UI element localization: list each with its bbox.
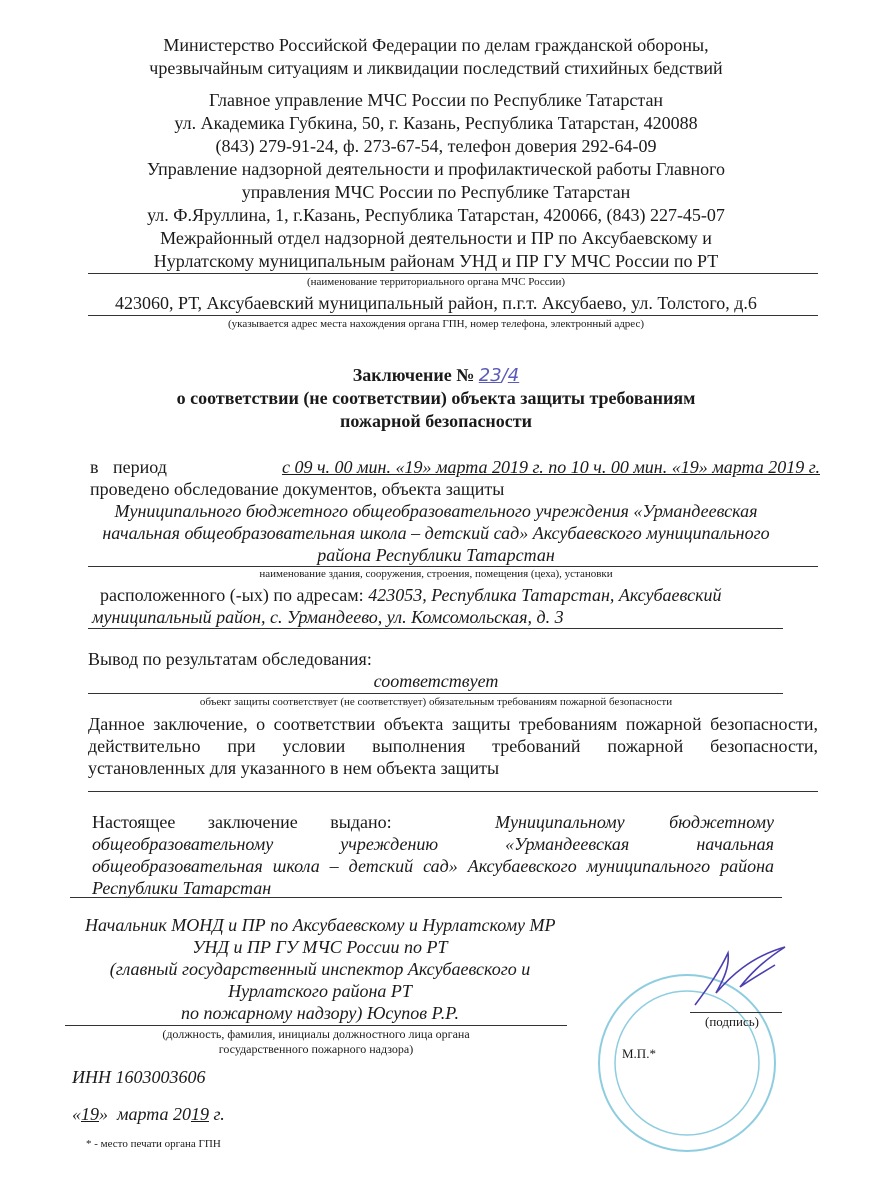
header-line: Нурлатскому муниципальным районам УНД и ПР ГУ МЧС России по РТ (153, 251, 719, 271)
issue-date (72, 1103, 225, 1125)
header-line: ул. Академика Губкина, 50, г. Казань, Республика Татарстан, 420088 (174, 113, 698, 133)
date-day: 19 (81, 1104, 99, 1124)
address-value: 423053, Республика Татарстан, Аксубаевский (368, 585, 722, 605)
object-address-line2: муниципальный район, с. Урмандеево, ул. Комсомольская, д. 3 (92, 607, 564, 627)
divider (65, 1025, 567, 1026)
date-quote: « (72, 1104, 81, 1124)
number-handwritten: 23 (478, 365, 502, 386)
date-suffix: г. (208, 1104, 225, 1124)
organ-address: 423060, РТ, Аксубаевский муниципальный район, п.г.т. Аксубаево, ул. Толстого, д.6 (115, 293, 757, 313)
number-handwritten: 4 (507, 365, 520, 386)
issued-to-line: Республики Татарстан (92, 878, 272, 898)
issued-line (92, 811, 774, 833)
object-name-line: начальная общеобразовательная школа – детский сад» Аксубаевского муниципального (102, 523, 770, 543)
conclusion-value: соответствует (373, 671, 499, 691)
header-line: управления МЧС России по Республике Татарстан (241, 182, 631, 202)
issued-to-line: общеобразовательная школа – детский сад» Аксубаевского муниципального района (92, 856, 774, 876)
divider (88, 315, 818, 316)
signer-line: Начальник МОНД и ПР по Аксубаевскому и Нурлатскому МР (85, 915, 556, 935)
title-line: пожарной безопасности (339, 411, 533, 431)
object-address-line (100, 584, 722, 606)
conclusion-label: Вывод по результатам обследования: (88, 649, 372, 669)
divider (88, 791, 818, 792)
period-value: с 09 ч. 00 мин. «19» марта 2019 г. по 10 ч. 00 мин. «19» марта 2019 г. (281, 457, 820, 477)
header-line: Главное управление МЧС России по Республике Татарстан (208, 90, 664, 110)
header-line: чрезвычайным ситуациям и ликвидации последствий стихийных бедствий (149, 58, 723, 78)
issued-to: Муниципальному бюджетному (494, 812, 774, 832)
conclusion-text-line: Данное заключение, о соответствии объекта защиты требованиям пожарной безопасности, (88, 714, 818, 734)
divider (88, 273, 818, 274)
divider (88, 693, 783, 694)
divider (88, 566, 818, 567)
object-name-line: района Республики Татарстан (317, 545, 555, 565)
header-line: Управление надзорной деятельности и профилактической работы Главного (146, 159, 726, 179)
signature-icon (690, 945, 790, 1007)
address-caption: (указывается адрес места нахождения органа ГПН, номер телефона, электронный адрес) (227, 318, 645, 330)
signature-caption: (подпись) (705, 1014, 759, 1029)
date-month: » марта 20 (99, 1104, 191, 1124)
issued-to-line: общеобразовательному учреждению «Урмандеевская начальная (92, 834, 774, 854)
title-line: о соответствии (не соответствии) объекта защиты требованиям (176, 388, 696, 408)
signer-line: по пожарному надзору) Юсупов Р.Р. (181, 1003, 459, 1023)
stamp-label: М.П.* (622, 1046, 656, 1061)
number-separator: / (501, 365, 508, 386)
object-caption: наименование здания, сооружения, строения, помещения (цеха), установки (259, 568, 613, 580)
header-line: ул. Ф.Яруллина, 1, г.Казань, Республика Татарстан, 420066, (843) 227-45-07 (147, 205, 725, 225)
footnote: * - место печати органа ГПН (86, 1138, 221, 1150)
period-label: в период (90, 457, 167, 477)
signer-caption: государственного пожарного надзора) (218, 1042, 414, 1056)
signer-line: УНД и ПР ГУ МЧС России по РТ (192, 937, 448, 957)
divider (88, 628, 783, 629)
inn: ИНН 1603003606 (72, 1067, 206, 1087)
header-line: (843) 279-91-24, ф. 273-67-54, телефон доверия 292-64-09 (215, 136, 657, 156)
address-label: расположенного (-ых) по адресам: (100, 585, 364, 605)
conclusion-caption: объект защиты соответствует (не соответствует) обязательным требованиям пожарной безопасности (199, 696, 673, 708)
conclusion-text-line: установленных для указанного в нем объекта защиты (88, 758, 500, 778)
signer-line: (главный государственный инспектор Аксубаевского и (109, 959, 531, 979)
period-line2: проведено обследование документов, объекта защиты (90, 479, 505, 499)
organ-caption: (наименование территориального органа МЧС России) (306, 276, 566, 288)
title-number-line (0, 364, 872, 387)
period-line (90, 456, 820, 478)
title-prefix: Заключение № (352, 365, 475, 385)
divider (70, 897, 782, 898)
header-line: Межрайонный отдел надзорной деятельности и ПР по Аксубаевскому и (160, 228, 712, 248)
signature-line (690, 1012, 782, 1013)
object-name-line: Муниципального бюджетного общеобразовательного учреждения «Урмандеевская (114, 501, 758, 521)
signer-line: Нурлатского района РТ (228, 981, 412, 1001)
issued-label: Настоящее заключение выдано: (92, 812, 392, 832)
conclusion-text-line: действительно при условии выполнения требований пожарной безопасности, (88, 736, 818, 756)
date-year: 19 (190, 1104, 209, 1124)
signer-caption: (должность, фамилия, инициалы должностного лица органа (162, 1027, 470, 1041)
header-line: Министерство Российской Федерации по делам гражданской обороны, (163, 35, 709, 55)
